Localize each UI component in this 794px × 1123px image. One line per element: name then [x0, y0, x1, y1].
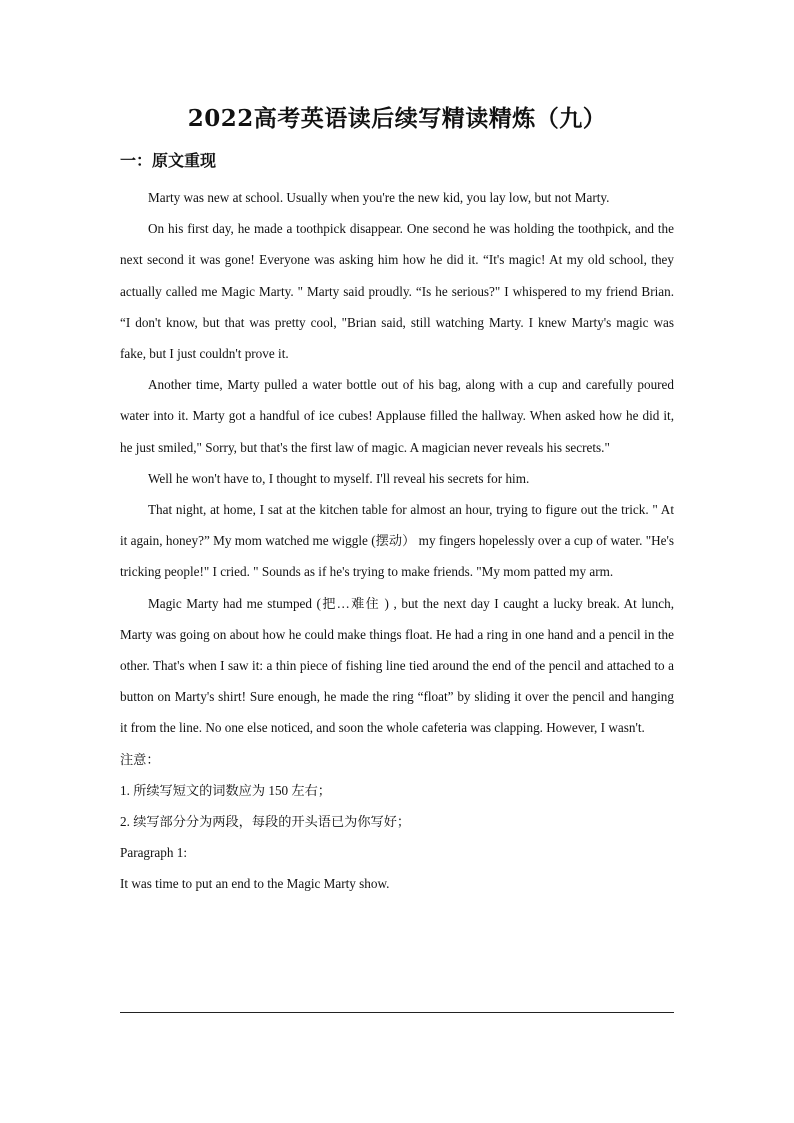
answer-line — [120, 1012, 674, 1013]
story-paragraph: Marty was new at school. Usually when you're the new kid, you lay low, but not Marty. — [148, 190, 610, 205]
story-paragraph: That night, at home, I sat at the kitchen table for almost an hour, trying to figure out the trick. " At it again, honey?” My mom watched me wiggle (摆动） my fingers hopelessly over a cup of water. "He's tricking people!" I cried. " Sounds as if he's trying to make friends. "My mom patted my arm. — [120, 502, 674, 580]
story-paragraph: On his first day, he made a toothpick disappear. One second he was holding the toothpick, and the next second it was gone! Everyone was asking him how he did it. “It's magic! At my old school, they actually called me Magic Marty. " Marty said proudly. “Is he serious?" I whispered to my friend Brian. “I don't know, but that was pretty cool, "Brian said, still watching Marty. I knew Marty's magic was fake, but I just couldn't prove it. — [120, 221, 674, 362]
paragraph-label: Paragraph 1: — [120, 845, 188, 861]
document-body — [120, 182, 674, 900]
story-paragraph: Magic Marty had me stumped (把…难住 ) , but the next day I caught a lucky break. At lunch, Marty was going on about how he could make things float. He had a ring in one hand and a pencil in the other. That's when I saw it: a thin piece of fishing line tied around the end of the pencil and attached to a button on Marty's shirt! Sure enough, he made the ring “float” by sliding it over the pencil and hanging it from the line. No one else noticed, and soon the whole cafeteria was clapping. However, I wasn't. — [120, 595, 674, 736]
note-item: 2. 续写部分分为两段，每段的开头语已为你写好； — [120, 814, 411, 830]
story-paragraph: Another time, Marty pulled a water bottle out of his bag, along with a cup and carefully poured water into it. Marty got a handful of ice cubes! Applause filled the hallway. When asked how he did it, he just smiled," Sorry, but that's the first law of magic. A magician never reveals his secrets." — [120, 377, 674, 455]
notes-heading: 注意： — [120, 751, 160, 767]
page-title: 2022高考英语读后续写精读精炼（九） — [187, 105, 607, 132]
paragraph-opening-sentence: It was time to put an end to the Magic Marty show. — [120, 876, 390, 892]
section-heading: 一：原文重现 — [120, 151, 217, 170]
note-item: 1. 所续写短文的词数应为 150 左右； — [120, 782, 331, 798]
story-paragraph: Well he won't have to, I thought to myself. I'll reveal his secrets for him. — [148, 470, 530, 486]
